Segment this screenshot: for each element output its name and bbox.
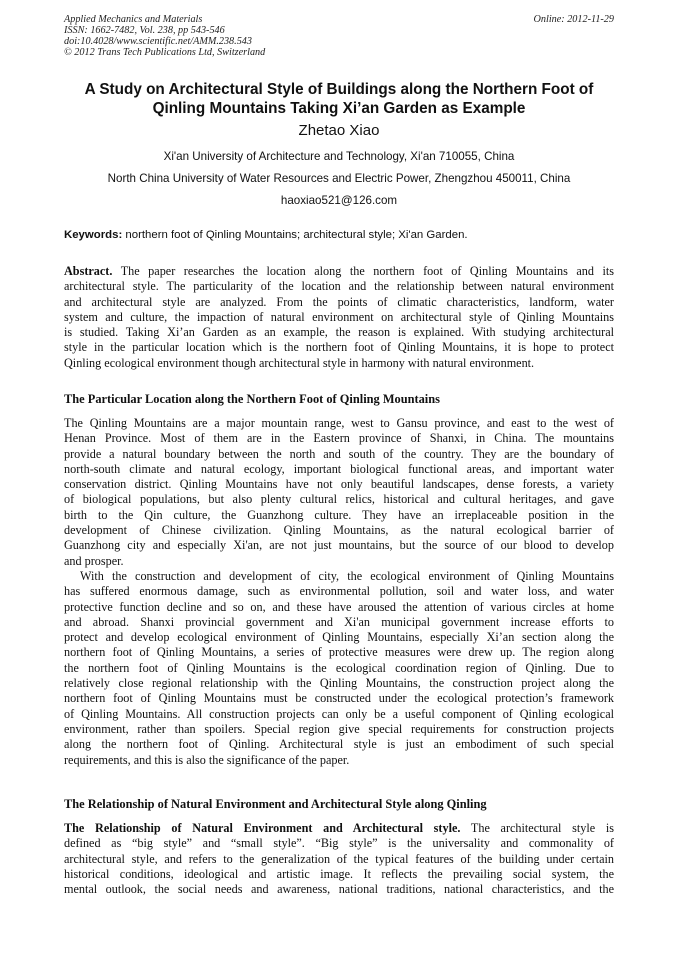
abstract-line: style in the particular location which is the northern foot of Qinling Mountains, it is hope to protect [64, 340, 614, 355]
body-line: protective function decline and so on, and these have aroused the attention of various circles at home [64, 599, 614, 614]
body-line: Guanzhong city and especially Xi'an, are not just mountains, but the source of our blood to develop [64, 538, 614, 553]
body-line: The Qinling Mountains are a major mountain range, west to Gansu province, and east to the west of [64, 416, 614, 430]
abstract-line: architectural style. The particularity of the location and the relationship between natural environment [64, 279, 614, 294]
body-line: along the northern foot of Qinling. Architectural style is just an embodiment of such special [64, 737, 614, 752]
section-1-heading: The Particular Location along the Northern Foot of Qinling Mountains [64, 392, 440, 406]
keywords-text: northern foot of Qinling Mountains; architectural style; Xi'an Garden. [122, 229, 468, 241]
affiliation-2: North China University of Water Resources and Electric Power, Zhengzhou 450011, China [107, 172, 571, 185]
body-line: conservation district. Qinling Mountains have not only beautiful landscapes, dense forests, a variety [64, 477, 614, 492]
body-line: historical conditions, ideological and artistic image. It reflects the prevailing social system, the [64, 866, 614, 881]
title-line-1: A Study on Architectural Style of Buildings along the Northern Foot of [84, 81, 594, 98]
abstract-line: and architectural style are analyzed. From the points of climatic characteristics, landform, water [64, 294, 614, 309]
journal-issn: ISSN: 1662-7482, Vol. 238, pp 543-546 [64, 25, 225, 36]
body-line: requirements, and this is also the significance of the paper. [64, 752, 350, 767]
body-line: and abroad. Shanxi provincial government and Xi'an municipal government increase efforts to [64, 614, 614, 629]
body-line: protect and develop ecological environment of Qinling Mountains, especially Xi’an section along the [64, 630, 614, 645]
keywords-label: Keywords: [64, 229, 123, 241]
body-line: relatively close regional relationship with the Qinling Mountains, the construction project along the [64, 676, 614, 691]
body-line: development of Chinese civilization. Qinling Mountains, as the natural ecological barrier of [64, 523, 614, 538]
keywords [64, 228, 616, 242]
body-line: environment, rather than spoilers. Special region give special requirements for construction projects [64, 721, 614, 736]
body-line: With the construction and development of city, the ecological environment of Qinling Mountains [80, 568, 614, 583]
subsection-lead: The Relationship of Natural Environment and Architectural style. [64, 821, 461, 835]
affiliation-1: Xi'an University of Architecture and Technology, Xi'an 710055, China [163, 150, 515, 163]
body-line: provide a natural boundary between the north and south of the country. They are the boundary of [64, 446, 614, 461]
section-2-body [64, 821, 614, 897]
author-name: Zhetao Xiao [298, 122, 380, 139]
body-line: The Relationship of Natural Environment and Architectural style. The architectural style is [64, 821, 614, 835]
body-line: birth to the Qin culture, the Guanzhong culture. They have an irreplaceable position in the [64, 507, 614, 522]
paper-title [50, 80, 628, 118]
abstract-line: Abstract. The paper researches the location along the northern foot of Qinling Mountains and its [64, 264, 614, 278]
body-line: northern foot of Qinling Mountains, a series of protective measures were drew up. The region along [64, 645, 614, 660]
body-line: defined as “big style” and “small style”. “Big style” is the universality and commonality of [64, 836, 614, 851]
journal-doi: doi:10.4028/www.scientific.net/AMM.238.543 [64, 36, 252, 47]
body-line: the northern foot of Qinling Mountains is the ecological coordination region of Qinling. Due to [64, 660, 614, 675]
section-2-heading: The Relationship of Natural Environment and Architectural Style along Qinling [64, 797, 487, 811]
body-line: northern foot of Qinling Mountains must be constructed under the ecological protection’s framework [64, 691, 614, 706]
body-line: Henan Province. Most of them are in the Eastern province of Shanxi, in China. The mountains [64, 431, 614, 446]
body-line: has suffered enormous damage, such as environmental pollution, soil and water loss, and water [64, 584, 614, 599]
journal-header [64, 14, 265, 58]
body-line: architectural style, and refers to the generalization of the typical features of the building under certain [64, 851, 614, 866]
online-date: Online: 2012-11-29 [533, 14, 614, 25]
body-line: of Qinling Mountains. All construction projects can only be a useful component of Qinling ecological [64, 706, 614, 721]
abstract-line: Qinling ecological environment though architectural style in harmony with natural environment. [64, 355, 535, 370]
journal-copyright: © 2012 Trans Tech Publications Ltd, Switzerland [64, 47, 266, 58]
abstract-label: Abstract. [64, 264, 113, 278]
title-line-2: Qinling Mountains Taking Xi’an Garden as Example [152, 100, 526, 117]
body-line: mental outlook, the social needs and awareness, national traditions, national characteristics, and the [64, 882, 614, 897]
abstract-line: is studied. Taking Xi’an Garden as an example, the reason is explained. With studying architectural [64, 325, 614, 340]
abstract-line: system and culture, the impaction of natural environment on architectural style of Qinling Mountains [64, 309, 614, 324]
abstract [64, 264, 614, 371]
body-line: north-south climate and natural ecology, important biological functional areas, and important water [64, 461, 614, 476]
section-1-body [64, 416, 614, 768]
body-line: and prosper. [64, 553, 124, 568]
body-line: of biological populations, but also plenty cultural relics, historical and cultural heritages, and gave [64, 492, 614, 507]
journal-name: Applied Mechanics and Materials [64, 14, 203, 25]
author-email: haoxiao521@126.com [280, 194, 398, 207]
